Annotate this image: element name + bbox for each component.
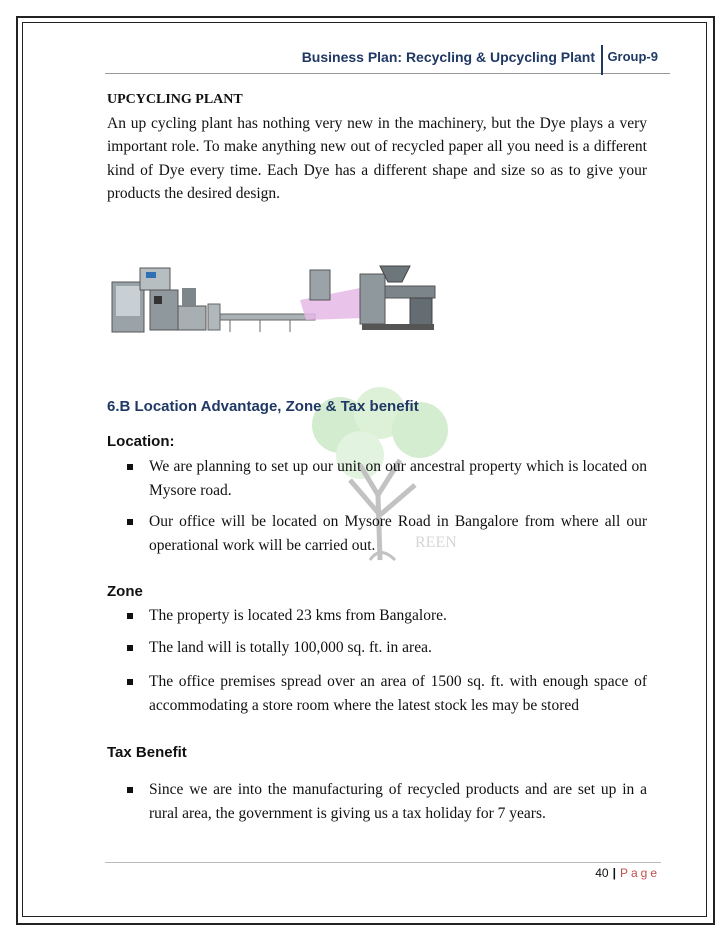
bullet-text: Our office will be located on Mysore Road in Bangalore from where all our operational work will be carried out.: [149, 513, 647, 554]
bullet-mark: [127, 464, 133, 470]
tax-label: Tax Benefit: [107, 744, 187, 761]
bullet-mark: [127, 679, 133, 685]
header-group: Group-9: [607, 49, 658, 64]
machinery-image: [110, 260, 440, 340]
location-bullet-1: [127, 455, 647, 503]
zone-label: Zone: [107, 583, 143, 600]
bullet-mark: [127, 645, 133, 651]
header-separator: [601, 45, 603, 75]
tax-bullet-1: [127, 778, 647, 826]
page-word: Page: [619, 866, 660, 880]
section-6b-heading: 6.B Location Advantage, Zone & Tax benefit: [107, 398, 419, 415]
page-header: [105, 45, 670, 74]
bullet-text: Since we are into the manufacturing of recycled products and are set up in a rural area, the government is giving us a tax holiday for 7 years.: [149, 781, 647, 822]
footer-separator: |: [612, 866, 616, 880]
bullet-mark: [127, 519, 133, 525]
footer-divider: [105, 862, 661, 863]
upcycling-paragraph: An up cycling plant has nothing very new in the machinery, but the Dye plays a very important role. To make anything new out of recycled paper all you need is a different kind of Dye every time. Each Dye has a different shape and size so as to give your products the desired design.: [107, 115, 647, 203]
bullet-mark: [127, 787, 133, 793]
bullet-text: The property is located 23 kms from Bangalore.: [149, 607, 447, 624]
watermark-text: REEN: [415, 534, 457, 551]
bullet-text: The office premises spread over an area of 1500 sq. ft. with enough space of accommodating a store room where the latest stock les may be stored: [149, 673, 647, 714]
page-footer: [595, 866, 660, 880]
bullet-text: We are planning to set up our unit on our ancestral property which is located on Mysore road.: [149, 458, 647, 499]
bullet-mark: [127, 613, 133, 619]
zone-bullet-2: [127, 636, 647, 660]
page-number: 40: [595, 866, 609, 880]
location-bullet-2: [127, 510, 647, 558]
bullet-text: The land will is totally 100,000 sq. ft. in area.: [149, 639, 432, 656]
header-title: Business Plan: Recycling & Upcycling Plant: [301, 49, 595, 65]
upcycling-heading: UPCYCLING PLANT: [107, 92, 243, 107]
zone-bullet-3: [127, 670, 647, 718]
location-label: Location:: [107, 433, 175, 450]
zone-bullet-1: [127, 604, 647, 628]
